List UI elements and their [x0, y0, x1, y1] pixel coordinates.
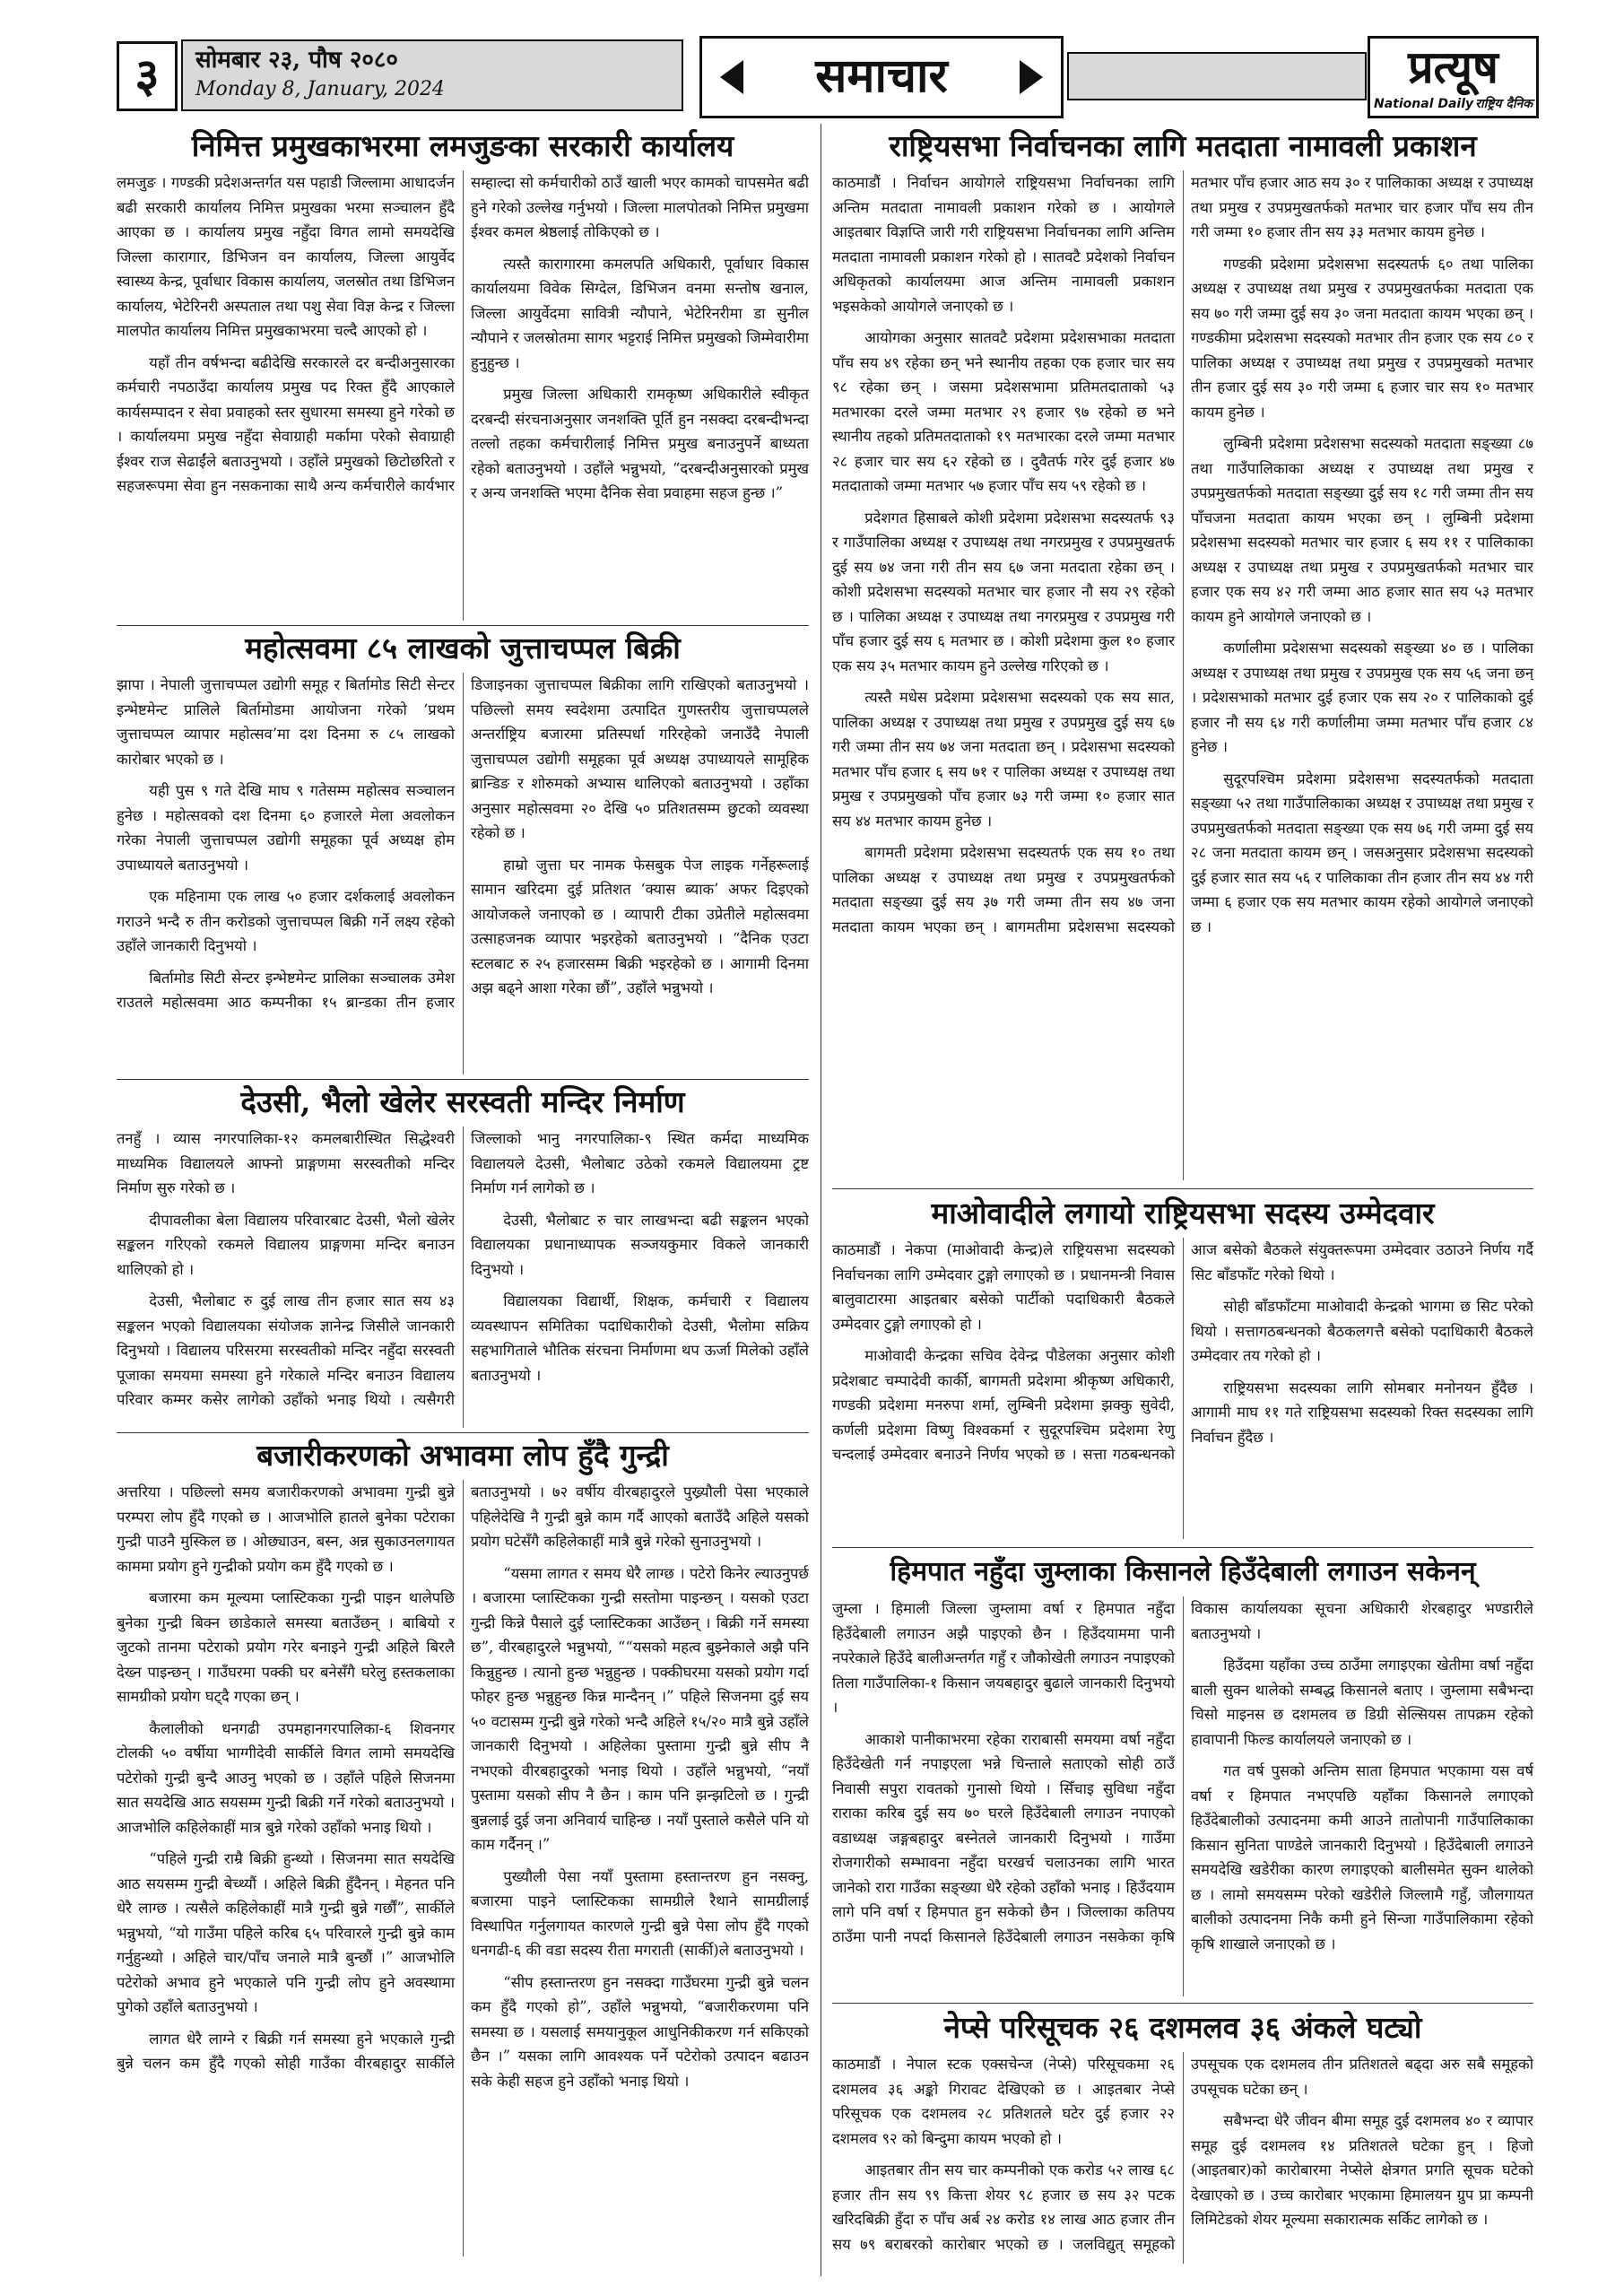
- paragraph: प्रमुख जिल्ला अधिकारी रामकृष्ण अधिकारीले स्वीकृत दरबन्दी संरचनाअनुसार जनशक्ति पूर्ति हुन नसक्दा दरबन्दीभन्दा तल्लो तहका कर्मचारीलाई निमित्त प्रमुख बनाउनुपर्ने बाध्यता रहेको बताउनुभयो । उहाँले भन्नुभयो, “दरबन्दीअनुसारको प्रमुख र अन्य जनशक्ति भएमा दैनिक सेवा प्रवाहमा सहज हुन्छ ।”: [471, 386, 809, 501]
- paragraph: काठमाडौं । निर्वाचन आयोगले राष्ट्रियसभा निर्वाचनका लागि अन्तिम मतदाता नामावली प्रकाशन गरेको छ । आयोगले आइतबार विज्ञप्ति जारी गरी राष्ट्रियसभा निर्वाचनका लागि अन्तिम मतदाता नामावली प्रकाशन गरेको हो । सातवटै प्रदेशको निर्वाचन अधिकृतको कार्यालयमा आज अन्तिम नामावली प्रकाशन भइसकेको आयोगले जनाएको छ ।: [832, 174, 1175, 315]
- paragraph: त्यस्तै कारागारमा कमलपति अधिकारी, पूर्वाधार विकास कार्यालयमा विवेक सिग्देल, डिभिजन वनमा सन्तोष खनाल, जिल्ला आयुर्वेदमा सावित्री न्यौपाने, भेटेरिनरीमा डा सुनील न्यौपाने र जलस्रोतमा सागर भट्टराई निमित्त प्रमुखको जिम्मेवारीमा हुनुहुन्छ ।: [471, 255, 809, 371]
- paragraph: गत वर्ष पुसको अन्तिम साता हिमपात भएकामा यस वर्ष वर्षा र हिमपात नभएपछि यहाँका किसानले लगाएको हिउँदेबालीको उत्पादनमा कमी आउने तातोपानी गाउँपालिकाका किसान सुनिता पाण्डेले जानकारी दिनुभयो । हिउँदेबाली लगाउने समयदेखि खडेरीका कारण लगाइएको बालीसमेत सुक्न थालेको छ । लामो समयसम्म परेको खडेरीले जिल्लामै गहुँ, जौलगायत बालीको उत्पादनमा निकै कमी हुने सिन्जा गाउँपालिकामा रहेको कृषि शाखाले जनाएको छ ।: [1191, 1762, 1533, 1952]
- paragraph: कर्णालीमा प्रदेशसभा सदस्यको सङ्ख्या ४० छ । पालिका अध्यक्ष र उपाध्यक्ष तथा प्रमुख र उपप्रमुख एक सय ५६ जना छन् । प्रदेशसभाको मतभार दुई हजार एक सय २० र पालिकाको दुई हजार नौ सय ६४ गरी कर्णालीमा जम्मा मतभार पाँच हजार ८४ हुनेछ ।: [1191, 639, 1533, 755]
- date-english: Monday 8, January, 2024: [195, 78, 445, 100]
- date-nepali: सोमबार २३, पौष २०८०: [195, 47, 398, 74]
- paragraph: बजारमा कम मूल्यमा प्लास्टिकका गुन्द्री पाइन थालेपछि बुनेका गुन्द्री बिक्न छाडेकाले समस्या बताउँछन् । बाबियो र जुटको तानमा पटेराको प्रयोग गरेर बनाइने गुन्द्री अहिले बिरलै देख्न पाइन्छन् । गाउँघरमा पक्की घर बनेसँगै घरेलु हस्तकलाका सामग्रीको प्रयोग घट्दै गएका छन् ।: [117, 1589, 455, 1705]
- paragraph: सुदूरपश्चिम प्रदेशमा प्रदेशसभा सदस्यतर्फको मतदाता सङ्ख्या ५२ तथा गाउँपालिकाका अध्यक्ष र उपाध्यक्ष तथा प्रमुख र उपप्रमुखतर्फको मतदाता सङ्ख्या एक सय ७६ गरी जम्मा दुई सय २८ जना मतदाता कायम छन् । जसअनुसार प्रदेशसभा सदस्यको दुई हजार सात सय ५६ र पालिकाका तीन हजार तीन सय ४४ गरी जम्मा ६ हजार एक सय मतभार कायम रहेको आयोगले जनाएको छ ।: [1191, 770, 1533, 935]
- headline: नेप्से परिसूचक २६ दशमलव ३६ अंकले घट्यो: [943, 2010, 1422, 2045]
- paragraph: प्रदेशगत हिसाबले कोशी प्रदेशमा प्रदेशसभा सदस्यतर्फ ९३ र गाउँपालिका अध्यक्ष र उपाध्यक्ष तथा नगरप्रमुख र उपप्रमुखतर्फ दुई सय ७४ जना गरी तीन सय ६७ जना मतदाता रहेका छन् । कोशी प्रदेशसभा सदस्यको मतभार चार हजार नौ सय २९ रहेको छ । पालिका अध्यक्ष र उपाध्यक्ष तथा नगरप्रमुख र उपप्रमुख गरी पाँच हजार दुई सय ६ मतभार छ । कोशी प्रदेशमा कुल १० हजार एक सय ३५ मतभार कायम हुने उल्लेख गरिएको छ ।: [832, 509, 1175, 674]
- headline: हिमपात नहुँदा जुम्लाका किसानले हिउँदेबाली लगाउन सकेनन्: [890, 1556, 1476, 1587]
- headline: देउसी, भैलो खेलेर सरस्वती मन्दिर निर्माण: [240, 1084, 685, 1119]
- article-jumla: [832, 1552, 1533, 2000]
- paragraph: लमजुङ । गण्डकी प्रदेशअन्तर्गत यस पहाडी जिल्लामा आधादर्जन बढी सरकारी कार्यालय निमित्त प्रमुखका भरमा सञ्चालन हुँदै आएका छ । कार्यालय प्रमुख नहुँदा विगत लामो समयदेखि जिल्ला कारागार, डिभिजन वन कार्यालय, जिल्ला आयुर्वेद स्वास्थ्य केन्द्र, पूर्वाधार विकास कार्यालय, जलस्रोत तथा डिभिजन कार्यालय, भेटेरिनरी अस्पताल तथा पशु सेवा विज्ञ केन्द्र र जिल्ला मालपोत कार्यालय निमित्त प्रमुखकाभरमा चल्दै आएको हो ।: [117, 174, 455, 339]
- article-body: [832, 170, 1533, 1180]
- article-lamjung: [117, 126, 809, 624]
- article-body: [117, 673, 809, 1074]
- headline: राष्ट्रियसभा निर्वाचनका लागि मतदाता नामावली प्रकाशन: [889, 128, 1477, 163]
- paragraph: माओवादी केन्द्रका सचिव देवेन्द्र पौडेलका अनुसार कोशी प्रदेशबाट चम्पादेवी कार्की, बागमती प्रदेशमा श्रीकृष्ण अधिकारी, गण्डकी प्रदेशमा मनरुपा शर्मा, लुम्बिनी प्रदेशमा झक्कु सुवेदी, कर्णली प्रदेशमा विष्णु विश्वकर्मा र सुदूरपश्चिम प्रदेशमा रेणु चन्दलाई उम्मेदवार बनाउने निर्णय भएको छ । सत्ता गठबन्धनको आज बसेको बैठकले संयुक्तरूपमा उम्मेदवार उठाउने निर्णय गर्दै सिट बाँडफाँट गरेको थियो ।: [832, 1241, 1533, 1463]
- headline: निमित्त प्रमुखकाभरमा लमजुङका सरकारी कार्यालय: [191, 128, 734, 163]
- article-body: [832, 2052, 1533, 2264]
- paragraph: विद्यालयका विद्यार्थी, शिक्षक, कर्मचारी र विद्यालय व्यवस्थापन समितिका पदाधिकारीको देउसी, भैलोमा सक्रिय सहभागिताले भौतिक संरचना निर्माणमा थप ऊर्जा मिलेको उहाँले बताउनुभयो ।: [471, 1292, 809, 1384]
- paragraph: यहाँ तीन वर्षभन्दा बढीदेखि सरकारले दर बन्दीअनुसारका कर्मचारी नपठाउँदा कार्यालय प्रमुख पद रिक्त हुँदै आएकाले कार्यसम्पादन र सेवा प्रवाहको स्तर सुधारमा समस्या हुने गरेको छ । कार्यालयमा प्रमुख नहुँदा सेवाग्राही मर्कामा परेको सेवाग्राही ईश्वर राज सेढाईंले बताउनुभयो । उहाँले प्रमुखको छिटोछरितो र सहजरूपमा सेवा हुन नसकनाका साथै अन्य कर्मचारीले कार्यभार सम्हाल्दा सो कर्मचारीको ठाउँ खाली भएर कामको चापसमेत बढी हुने गरेको उल्लेख गर्नुभयो । जिल्ला मालपोतको निमित्त प्रमुखमा ईश्वर कमल श्रेष्ठलाई तोकिएको छ ।: [117, 174, 809, 494]
- paragraph: आकाशे पानीकाभरमा रहेका राराबासी समयमा वर्षा नहुँदा हिउँदेखेती गर्न नपाइएला भन्ने चिन्ताले सताएको सोही ठाउँ निवासी सपुरा रावतको गुनासो थियो । सिँचाइ सुविधा नहुँदा राराका करिब दुई सय ७० घरले हिउँदेबाली लगाउन नपाएको वडाध्यक्ष जङ्गबहादुर बस्नेतले जानकारी दिनुभयो । गाउँमा रोजगारीको सम्भावना नहुँदा घरखर्च चलाउनका लागि भारत जानेको रारा गाउँका सङ्ख्या धेरै रहेको उहाँको भनाइ । हिउँदयाम लागे पनि वर्षा र हिमपात हुन सकेको छैन । जिल्लाका कतिपय ठाउँमा पानी नपर्दा किसानले हिउँदेबाली लगाउन नसकेका कृषि विकास कार्यालयका सूचना अधिकारी शेरबहादुर भण्डारीले बताउनुभयो ।: [832, 1600, 1533, 1945]
- header-band: [1067, 52, 1367, 100]
- article-divider: [832, 1547, 1533, 1548]
- article-juttachappal: [117, 628, 809, 1078]
- paragraph: यही पुस ९ गते देखि माघ ९ गतेसम्म महोत्सव सञ्चालन हुनेछ । महोत्सवको दश दिनमा ६० हजारले मेला अवलोकन गरेका नेपाली जुत्ताचप्पल उद्योगी समूहका पूर्व अध्यक्ष होम उपाध्यायले बताउनुभयो ।: [117, 782, 455, 874]
- newspaper-logo: [1368, 36, 1539, 118]
- paragraph: तनहुँ । व्यास नगरपालिका-१२ कमलबारीस्थित सिद्धेश्वरी माध्यमिक विद्यालयले आफ्नो प्राङ्गणमा सरस्वतीको मन्दिर निर्माण सुरु गरेको छ ।: [117, 1130, 455, 1196]
- arrow-left-icon: [720, 60, 743, 94]
- article-deusi: [117, 1082, 809, 1431]
- logo-name: प्रत्यूष: [1408, 40, 1498, 93]
- article-divider: [832, 1188, 1533, 1189]
- article-gundri: [117, 1435, 809, 2260]
- paragraph: काठमाडौं । नेकपा (माओवादी केन्द्र)ले राष्ट्रियसभा सदस्यको निर्वाचनका लागि उम्मेदवार टुङ्गो लगाएको छ । प्रधानमन्त्री निवास बालुवाटारमा आइतबार बसेको पार्टीको पदाधिकारी बैठकले उम्मेदवार टुङ्गो लगाएको हो ।: [832, 1241, 1175, 1333]
- paragraph: आइतबार तीन सय चार कम्पनीको एक करोड ५२ लाख ६८ हजार तीन सय ९९ कित्ता शेयर ९८ हजार छ सय ३२ पटक खरिदबिक्री हुँदा रु पाँच अर्ब २४ करोड १४ लाख आठ हजार तीन सय ७९ बराबरको कारोबार भएको छ । जलविद्युत् समूहको उपसूचक एक दशमलव तीन प्रतिशतले बढ्दा अरु सबै समूहको उपसूचक घटेका छन् ।: [832, 2056, 1533, 2253]
- paragraph: एक महिनामा एक लाख ५० हजार दर्शकलाई अवलोकन गराउने भन्दै रु तीन करोडको जुत्ताचप्पल बिक्री गर्ने लक्ष्य रहेको उहाँले जानकारी दिनुभयो ।: [117, 888, 455, 954]
- article-body: [117, 170, 809, 621]
- paragraph: हिउँदमा यहाँका उच्च ठाउँमा लगाइएका खेतीमा वर्षा नहुँदा बाली सुक्न थालेको सम्बद्ध किसानले बताए । जुम्लामा सबैभन्दा चिसो माइनस छ दशमलव छ डिग्री सेल्सियस तापक्रम रहेको हावापानी फिल्ड कार्यालयले जनाएको छ ।: [1191, 1657, 1533, 1748]
- article-body: [832, 1238, 1533, 1539]
- paragraph: झापा । नेपाली जुत्ताचप्पल उद्योगी समूह र बिर्तामोड सिटी सेन्टर इन्भेष्टमेन्ट प्रालिले बिर्तामोडमा आयोजना गरेको ‘प्रथम जुत्ताचप्पल व्यापार महोत्सव’मा दश दिनमा रु ८५ लाखको कारोबार भएको छ ।: [117, 676, 455, 768]
- paragraph: देउसी, भैलोबाट रु चार लाखभन्दा बढी सङ्कलन भएको विद्यालयका प्रधानाध्यापक सञ्जयकुमार विकले जानकारी दिनुभयो ।: [471, 1211, 809, 1278]
- dateline: [181, 39, 683, 111]
- paragraph: त्यस्तै मधेस प्रदेशमा प्रदेशसभा सदस्यको एक सय सात, पालिका अध्यक्ष र उपाध्यक्ष तथा प्रमुख र उपप्रमुख दुई सय ६७ गरी जम्मा तीन सय ७४ जना मतदाता छन् । प्रदेशसभा सदस्यको मतभार पाँच हजार ६ सय ७१ र पालिका अध्यक्ष र उपाध्यक्ष तथा प्रमुख र उपप्रमुखको पाँच हजार ७३ गरी जम्मा १० हजार सात सय ४४ मतभार कायम हुनेछ ।: [832, 689, 1175, 830]
- paragraph: बिर्तामोड सिटी सेन्टर इन्भेष्टमेन्ट प्रालिका सञ्चालक उमेश राउतले महोत्सवमा आठ कम्पनीका १५ ब्रान्डका तीन हजार डिजाइनका जुत्ताचप्पल बिक्रीका लागि राखिएको बताउनुभयो । पछिल्लो समय स्वदेशमा उत्पादित गुणस्तरीय जुत्ताचप्पलले अन्तर्राष्ट्रिय बजारमा प्रतिस्पर्धा गरिरहेको जनाउँदै नेपाली जुत्ताचप्पल उद्योगी समूहका पूर्व अध्यक्ष उपाध्यायले सामूहिक ब्रान्डिङ र शोरुमको अभ्यास थालिएको बताउनुभयो । उहाँका अनुसार महोत्सवमा २० देखि ५० प्रतिशतसम्म छुटको व्यवस्था रहेको छ ।: [117, 676, 809, 1011]
- paragraph: सबैभन्दा धेरै जीवन बीमा समूह दुई दशमलव ४० र व्यापार समूह दुई दशमलव १४ प्रतिशतले घटेका हुन् । हिजो (आइतबार)को कारोबारमा नेप्सेले क्षेत्रगत प्रगति सूचक घटेको देखाएको छ । उच्च कारोबार भएकामा हिमालयन ग्रुप प्रा कम्पनी लिमिटेडको शेयर मूल्यमा सकारात्मक सर्किट लागेको छ ।: [1191, 2112, 1533, 2228]
- paragraph: राष्ट्रियसभा सदस्यका लागि सोमबार मनोनयन हुँदैछ । आगामी माघ ११ गते राष्ट्रियसभा सदस्यको रिक्त सदस्यका लागि निर्वाचन हुँदैछ ।: [1191, 1378, 1533, 1446]
- article-body: [117, 1126, 809, 1428]
- paragraph: आयोगका अनुसार सातवटै प्रदेशमा प्रदेशसभाका मतदाता पाँच सय ४९ रहेका छन् भने स्थानीय तहका एक हजार चार सय ९८ रहेका छन् । जसमा प्रदेशसभामा प्रतिमतदाताको ५३ मतभारका दरले जम्मा मतभार २९ हजार ९७ रहेको छ भने स्थानीय तहको प्रतिमतदाताको १९ मतभारका दरले जम्मा मतभार २८ हजार चार सय ६२ रहेको छ । दुवैतर्फ गरेर दुई हजार ४७ मतदाताको जम्मा मतभार ५७ हजार पाँच सय ५९ रहेको छ ।: [832, 329, 1175, 494]
- headline: महोत्सवमा ८५ लाखको जुत्ताचप्पल बिक्री: [245, 631, 681, 665]
- arrow-right-icon: [1020, 60, 1043, 94]
- page-number: ३: [117, 41, 178, 111]
- paragraph: कैलालीको धनगढी उपमहानगरपालिका-६ शिवनगर टोलकी ५० वर्षीया भाग्गीदेवी सार्कीले विगत लामो समयदेखि पटेरोको गुन्द्री बुन्दै आउनु भएको छ । उहाँले पहिले सिजनमा सात सयदेखि आठ सयसम्म गुन्द्री बिक्री गर्ने गरेको बताउनुभयो । आजभोलि कहिलेकाहीं मात्र बुन्ने गरेको उहाँको भनाइ थियो ।: [117, 1719, 455, 1836]
- article-divider: [832, 2003, 1533, 2004]
- paragraph: अत्तरिया । पछिल्लो समय बजारीकरणको अभावमा गुन्द्री बुन्ने परम्परा लोप हुँदै गएको छ । आजभोलि हातले बुनेका पटेराका गुन्द्री पाउनै मुस्किल छ । ओछ्याउन, बस्न, अन्न सुकाउनलगायत काममा प्रयोग हुने गुन्द्रीको प्रयोग कम हुँदै गएको छ ।: [117, 1483, 455, 1575]
- article-divider: [117, 625, 809, 626]
- paragraph: दीपावलीका बेला विद्यालय परिवारबाट देउसी, भैलो खेलेर सङ्कलन गरिएको रकमले विद्यालय प्राङ्गणमा मन्दिर बनाउन थालिएको हो ।: [117, 1211, 455, 1278]
- paragraph: हाम्रो जुत्ता घर नामक फेसबुक पेज लाइक गर्नेहरूलाई सामान खरिदमा दुई प्रतिशत ‘क्यास ब्याक’ अफर दिइएको आयोजकले जनाएको छ । व्यापारी टीका उप्रेतीले महोत्सवमा उत्साहजनक व्यापार भइरहेको बताउनुभयो । “दैनिक एउटा स्टलबाट रु २५ हजारसम्म बिक्री भइरहेको छ । आगामी दिनमा अझ बढ्ने आशा गरेका छौं”, उहाँले भन्नुभयो ।: [471, 856, 809, 996]
- paragraph: “यसमा लागत र समय धेरै लाग्छ । पटेरो किनेर ल्याउनुपर्छ । बजारमा प्लास्टिकका गुन्द्री सस्तोमा पाइन्छन् । यसको एउटा गुन्द्री किन्ने पैसाले दुई प्लास्टिकका आउँछन् । बिक्री गर्ने समस्या छ”, वीरबहादुरले भन्नुभयो, ““यसको महत्व बुझ्नेकाले अझै पनि किन्नुहुन्छ । त्यानो हुन्छ भन्नुहुन्छ । पक्कीघरमा यसको प्रयोग गर्दा फोहर हुन्छ भन्नुहुन्छ किन्न मान्दैनन् ।” पहिले सिजनमा दुई सय ५० वटासम्म गुन्द्री बुन्ने गरेको भन्दै अहिले १५/२० मात्रै बुन्ने उहाँले जानकारी दिनुभयो । अहिलेका पुस्तामा गुन्द्री बुन्ने सीप नै नभएको वीरबहादुरको भनाइ थियो । उहाँले भन्नुभयो, “नयाँ पुस्तामा यसको सीप नै छैन । काम पनि झन्झटिलो छ । गुन्द्री बुन्नलाई दुई जना अनिवार्य चाहिन्छ । नयाँ पुस्ताले कसैले पनि यो काम गर्दैनन् ।”: [471, 1564, 809, 1853]
- paragraph: देउसी, भैलोबाट रु दुई लाख तीन हजार सात सय ४३ सङ्कलन भएको विद्यालयका संयोजक ज्ञानेन्द्र जिसीले जानकारी दिनुभयो । विद्यालय परिसरमा सरस्वतीको मन्दिर नहुँदा सरस्वती पूजाका समयमा समस्या हुने गरेकाले मन्दिर बनाउन विद्यालय परिवार कम्मर कसेर लागेको उहाँको भनाइ थियो । त्यसैगरी जिल्लाको भानु नगरपालिका-९ स्थित कर्मदा माध्यमिक विद्यालयले देउसी, भैलोबाट उठेको रकमले विद्यालयमा ट्रष्ट निर्माण गर्न लागेको छ ।: [117, 1130, 809, 1408]
- paragraph: लुम्बिनी प्रदेशमा प्रदेशसभा सदस्यको मतदाता सङ्ख्या ८७ तथा गाउँपालिकाका अध्यक्ष र उपाध्यक्ष तथा प्रमुख र उपप्रमुखतर्फको मतदाता सङ्ख्या दुई सय १८ गरी जम्मा तीन सय पाँचजना मतदाता कायम भएका छन् । लुम्बिनी प्रदेशमा प्रदेशसभा सदस्यको मतभार चार हजार ६ सय ११ र पालिकाका अध्यक्ष र उपाध्यक्ष तथा प्रमुख र उपप्रमुखतर्फको मतभार चार हजार एक सय ४२ गरी जम्मा आठ हजार सात सय ५३ मतभार कायम हुने आयोगले जनाएको छ ।: [1191, 435, 1533, 625]
- article-divider: [117, 1079, 809, 1080]
- logo-subtitle: [1374, 96, 1533, 112]
- section-header: [699, 36, 1064, 118]
- logo-nepali: राष्ट्रिय दैनिक: [1475, 97, 1533, 111]
- paragraph: पुख्यौली पेसा नयाँ पुस्तामा हस्तान्तरण हुन नसक्नु, बजारमा पाइने प्लास्टिकका सामग्रीले रैथाने सामग्रीलाई विस्थापित गर्नुलगायत कारणले गुन्द्री बुन्ने पेसा लोप हुँदै गएको धनगढी-६ की वडा सदस्य रीता मगराती (सार्की)ले बताउनुभयो ।: [471, 1867, 809, 1959]
- section-title: समाचार: [815, 48, 948, 103]
- paragraph: काठमाडौं । नेपाल स्टक एक्सचेन्ज (नेप्से) परिसूचकमा २६ दशमलव ३६ अङ्को गिरावट देखिएको छ । आइतबार नेप्से परिसूचक एक दशमलव २८ प्रतिशतले घटेर दुई हजार २२ दशमलव ९२ को बिन्दुमा कायम भएको हो ।: [832, 2056, 1175, 2147]
- headline: बजारीकरणको अभावमा लोप हुँदै गुन्द्री: [256, 1438, 669, 1473]
- paragraph: लागत धेरै लाग्ने र बिक्री गर्न समस्या हुने भएकाले गुन्द्री बुन्ने चलन कम हुँदै गएको सोही गाउँका वीरबहादुर सार्कीले बताउनुभयो । ७२ वर्षीय वीरबहादुरले पुख्र्यौली पेसा भएकाले पहिलेदेखि नै गुन्द्री बुन्ने काम गर्दै आएको बताउँदै अहिले यसको प्रयोग घटेसँगै कहिलेकाहीं मात्रै बुन्ने गरेको सुनाउनुभयो ।: [117, 1483, 809, 2072]
- paragraph: “सीप हस्तान्तरण हुन नसक्दा गाउँघरमा गुन्द्री बुन्ने चलन कम हुँदै गएको हो”, उहाँले भन्नुभयो, “बजारीकरणमा पनि समस्या छ । यसलाई समयानुकूल आधुनिकीकरण गर्न सकिएको छैन ।” यसका लागि आवश्यक पर्ने पटेरोको उत्पादन बढाउन सके केही सहज हुने उहाँको भनाइ थियो ।: [471, 1973, 809, 2090]
- headline: माओवादीले लगायो राष्ट्रियसभा सदस्य उम्मेदवार: [931, 1196, 1435, 1231]
- paragraph: गण्डकी प्रदेशमा प्रदेशसभा सदस्यतर्फ ६० तथा पालिका अध्यक्ष र उपाध्यक्ष तथा प्रमुख र उपप्रमुखतर्फका मतदाता एक सय ७० गरी जम्मा दुई सय ३० जना मतदाता कायम भएका छन् । गण्डकीमा प्रदेशसभा सदस्यको मतभार तीन हजार एक सय ८० र पालिका अध्यक्ष र उपाध्यक्ष तथा प्रमुख र उपप्रमुखको मतभार तीन हजार दुई सय ३० गरी जम्मा ६ हजार चार सय १० मतभार कायम हुनेछ ।: [1191, 255, 1533, 421]
- paragraph: “पहिले गुन्द्री राम्रै बिक्री हुन्थ्यो । सिजनमा सात सयदेखि आठ सयसम्म गुन्द्री बेच्थ्यौं । अहिले बिक्री हुँदैनन् । मेहनत पनि धेरै लाग्छ । त्यसैले कहिलेकाहीं मात्रै गुन्द्री बुन्ने गर्छौं”, सार्कीले भन्नुभयो, “यो गाउँमा पहिले करिब ६५ परिवारले गुन्द्री बुन्ने काम गर्नुहुन्थ्यो । अहिले चार/पाँच जनाले मात्रै बुन्छौं ।” आजभोलि पटेरोको अभाव हुने भएकाले पनि गुन्द्री लोप हुने अवस्थामा पुगेको उहाँले बताउनुभयो ।: [117, 1850, 455, 2015]
- paragraph: सोही बाँडफाँटमा माओवादी केन्द्रको भागमा छ सिट परेको थियो । सत्तागठबन्धनको बैठकलगत्तै बसेको पदाधिकारी बैठकले उम्मेदवार तय गरेको हो ।: [1191, 1298, 1533, 1364]
- article-nepse: [832, 2007, 1533, 2267]
- article-divider: [117, 1432, 809, 1433]
- article-rastriyasabha: [832, 126, 1533, 1184]
- article-body: [832, 1596, 1533, 1996]
- article-body: [117, 1480, 809, 2257]
- paragraph: बागमती प्रदेशमा प्रदेशसभा सदस्यतर्फ एक सय १० तथा पालिका अध्यक्ष र उपाध्यक्ष तथा प्रमुख र उपप्रमुखतर्फको मतदाता सङ्ख्या दुई सय ३७ गरी जम्मा तीन सय ४७ जना मतदाता कायम भएका छन् । बागमतीमा प्रदेशसभा सदस्यको मतभार पाँच हजार आठ सय ३० र पालिकाका अध्यक्ष र उपाध्यक्ष तथा प्रमुख र उपप्रमुखतर्फको मतभार चार हजार पाँच सय तीन गरी जम्मा १० हजार तीन सय ३३ मतभार कायम हुनेछ ।: [832, 174, 1533, 935]
- masthead: [117, 36, 1533, 115]
- logo-english: National Daily: [1374, 97, 1474, 111]
- article-maobadi: [832, 1193, 1533, 1543]
- paragraph: जुम्ला । हिमाली जिल्ला जुम्लामा वर्षा र हिमपात नहुँदा हिउँदेबाली लगाउन अझै पाइएको छैन । हिउँदयाममा पानी नपरेकाले हिउँदे बालीअन्तर्गत गहुँ र जौकोखेती लगाउन नपाइएको तिला गाउँपालिका-१ किसान जयबहादुर बुढाले जानकारी दिनुभयो ।: [832, 1600, 1175, 1716]
